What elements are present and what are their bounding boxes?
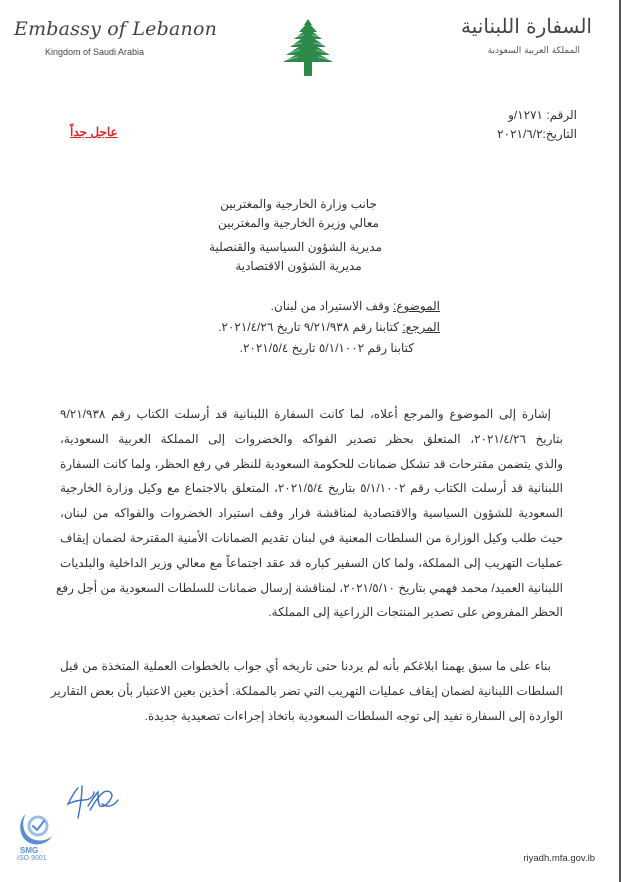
body-paragraph-1 [56,402,564,625]
subject-line [160,296,440,317]
subject-block [160,296,440,359]
letterhead-english-subtitle: Kingdom of Saudi Arabia [45,47,145,57]
letterhead-arabic-title: السفارة اللبنانية [461,14,592,38]
page-edge [619,0,621,882]
certification-name: SMG [20,846,39,855]
iso-check-icon [16,808,56,848]
subject-label: الموضوع: [392,299,440,313]
reference-label: المرجع: [402,320,440,334]
paragraph-line: والذي يتضمن مقترحات قد تشكل ضمانات للحكومة السعودية للنظر في رفع الحظر، ولما كانت السفارة [60,456,563,471]
reference-number-label: الرقم: [546,108,577,122]
reference-text-1: كتابنا رقم ٩/٢١/٩٣٨ تاريخ ٢٠٢١/٤/٢٦. [218,320,399,334]
body-paragraph-2 [50,654,563,728]
reference-line [160,317,440,338]
paragraph-line: السلطات اللبنانية لضمان إيقاف عمليات التهريب التي تضر بالمملكة. أخذين بعين الاعتبار بأن بعض التقارير [50,683,563,698]
paragraph-line: بتاريخ ٢٠٢١/٤/٢٦، المتعلق بحظر تصدير الفواكه والخضروات إلى المملكة العربية السعودية، [60,431,563,446]
addressee-line: معالي وزيرة الخارجية والمغتربين [218,216,379,230]
paragraph-line: بناء على ما سبق يهمنا ابلاغكم بأنه لم يردنا حتى تاريخه أي جواب بالخطوات العملية المتخذة من قبل [60,659,551,673]
reference-date-value: ٢٠٢١/٦/٢ [497,127,543,141]
paragraph-line: السعودية للشؤون السياسية والاقتصادية لمناقشة قرار وقف استيراد الخضروات والفواكه من لبنان، [60,506,563,521]
signature-icon [64,782,124,822]
paragraph-line: الواردة إلى السفارة تفيد إلى توجه السلطات السعودية باتخاذ إجراءات تصعيدية جديدة. [144,708,563,723]
paragraph-line: اللبنانية العميد/ محمد فهمي بتاريخ ٢٠٢١/٥/١٠، لمناقشة إرسال ضمانات للسلطات السعودية من أجل رفع [56,580,563,595]
reference-text-2: كتابنا رقم ٥/١/١٠٠٢ تاريخ ٢٠٢١/٥/٤. [239,341,414,355]
letterhead-english-title: Embassy of Lebanon [14,18,218,40]
addressee-line: مديرية الشؤون السياسية والقنصلية [209,240,382,254]
paragraph-line: اللبنانية قد أرسلت الكتاب رقم ٥/١/١٠٠٢ بتاريخ ٢٠٢١/٥/٤، المتعلق بالاجتماع مع وكيل وزارة الخارجية [60,481,564,496]
addressee-ministry [215,195,382,233]
addressee-line: مديرية الشؤون الاقتصادية [235,259,362,273]
reference-date [497,127,577,141]
reference-line-2 [160,338,440,359]
paragraph-line: الحظر المفروض على تصدير المنتجات الزراعية إلى المملكة. [268,605,563,620]
addressee-directorates [209,238,382,276]
paragraph-line: حيث طلب وكيل الوزارة من السلطات المعنية في لبنان تقديم الضمانات الأمنية المقترحة لضمان إيقاف [60,530,563,545]
certification-standard: ISO 9001 [17,855,47,862]
website-link[interactable]: riyadh.mfa.gov.lb [523,853,595,864]
reference-number [508,108,577,122]
urgent-badge: عاجل جداً [70,125,118,139]
addressee-line: جانب وزارة الخارجية والمغتربين [220,197,377,211]
reference-date-label: التاريخ: [542,127,577,141]
reference-number-value: ١٢٧١/و [508,108,543,122]
subject-text: وقف الاستيراد من لبنان. [270,299,390,313]
paragraph-line: عمليات التهريب إلى المملكة، ولما كان السفير كباره قد عقد اجتماعاً مع معالي وزير الداخلية والبلديات [60,555,563,570]
paragraph-line: إشارة إلى الموضوع والمرجع أعلاه، لما كانت السفارة اللبنانية قد أرسلت الكتاب رقم ٩/٢١/٩٣٨ [60,407,551,421]
cedar-tree-icon [280,17,336,77]
letterhead-arabic-subtitle: المملكة العربية السعودية [487,46,580,56]
